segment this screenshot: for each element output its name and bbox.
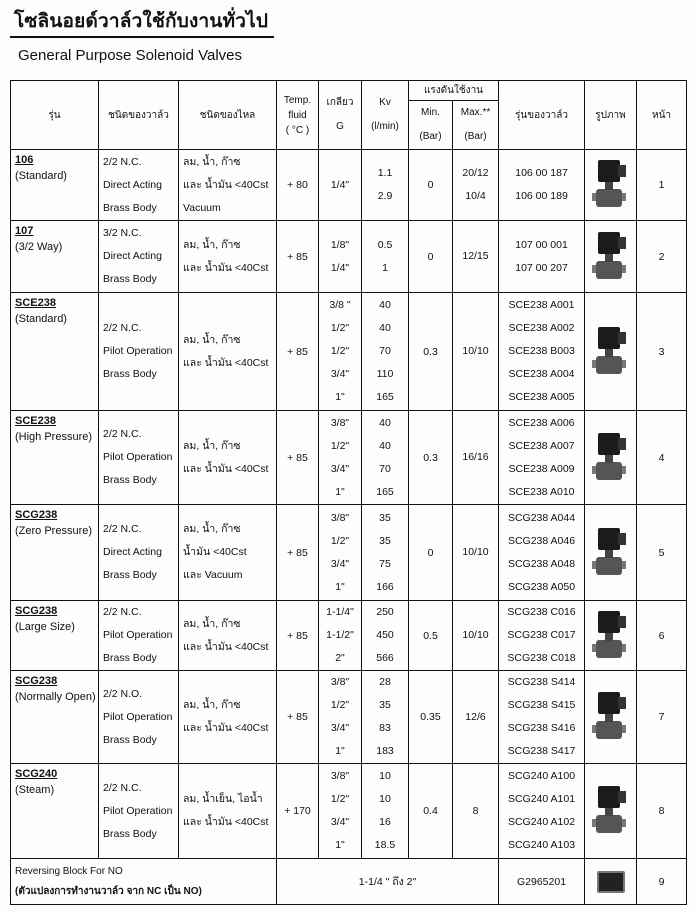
valve-code-cell: [499, 221, 585, 293]
valve-type-cell: [99, 764, 179, 859]
temp-cell: + 85: [277, 601, 319, 671]
cell-line: 3/4": [330, 557, 350, 570]
cell-line: Brass Body: [103, 733, 157, 746]
cell-line: SCE238 A007: [508, 439, 575, 452]
solenoid-valve-icon: [594, 232, 628, 282]
cell-line: SCE238 A004: [508, 368, 575, 380]
page-cell: 4: [637, 411, 687, 505]
kv-cell: [362, 505, 409, 601]
table-row: [11, 601, 687, 671]
cell-line: SCG238 C016: [507, 606, 576, 618]
min-cell: 0: [409, 505, 453, 601]
cell-line: 1": [335, 839, 345, 851]
thread-cell: [319, 411, 362, 505]
cell-line: Pilot Operation: [103, 451, 173, 463]
cell-line: 1: [382, 261, 388, 274]
table-header: [11, 81, 687, 150]
footer-code: G2965201: [499, 859, 585, 905]
fluid-cell: [179, 293, 277, 411]
thread-cell: [319, 601, 362, 671]
header-min: Min. (Bar): [409, 101, 453, 150]
cell-line: 2": [335, 652, 345, 664]
cell-line: Brass Body: [103, 652, 157, 664]
cell-line: 83: [379, 722, 391, 734]
cell-line: 2/2 N.C.: [103, 322, 142, 334]
cell-line: 1.1: [377, 167, 393, 179]
cell-line: SCE238 A010: [508, 485, 575, 498]
temp-cell: + 85: [277, 411, 319, 505]
table-row: [11, 505, 687, 601]
kv-cell: [362, 293, 409, 411]
cell-line: Brass Body: [103, 827, 157, 840]
header-valve-code: รุ่นของวาล์ว: [499, 81, 585, 150]
cell-line: SCG240 A102: [507, 816, 576, 828]
page-cell: 2: [637, 221, 687, 293]
picture-cell: [585, 764, 637, 859]
table-row: [11, 671, 687, 764]
cell-line: 2/2 N.C.: [103, 428, 142, 440]
footer-label: Reversing Block For NO (ตัวแปลงการทำงานวาล์ว จาก NC เป็น NO): [11, 859, 277, 905]
min-cell: 0.3: [409, 411, 453, 505]
cell-line: SCG238 C017: [507, 629, 576, 641]
table-row: [11, 221, 687, 293]
solenoid-valve-icon: [594, 327, 628, 377]
valve-code-cell: [499, 764, 585, 859]
temp-cell: + 80: [277, 150, 319, 221]
valve-type-cell: [99, 671, 179, 764]
table-row: [11, 293, 687, 411]
cell-line: 3/4": [330, 368, 350, 380]
page-cell: 6: [637, 601, 687, 671]
kv-cell: [362, 671, 409, 764]
cell-line: 107 00 001: [515, 238, 568, 251]
cell-line: 1/2": [330, 322, 350, 334]
table-row: [11, 764, 687, 859]
cell-line: และ น้ำมัน <40Cst: [183, 356, 269, 369]
cell-line: 35: [379, 511, 391, 524]
cell-line: 10/10: [462, 546, 489, 558]
cell-line: SCG238 A048: [507, 557, 576, 570]
kv-cell: [362, 150, 409, 221]
header-page: หน้า: [637, 81, 687, 150]
page-cell: 7: [637, 671, 687, 764]
cell-line: 107 00 207: [515, 261, 568, 274]
valve-type-cell: [99, 150, 179, 221]
model-subtitle: (3/2 Way): [15, 241, 63, 253]
valve-code-cell: [499, 505, 585, 601]
cell-line: SCG240 A103: [507, 839, 576, 851]
cell-line: 250: [376, 606, 394, 618]
temp-cell: + 170: [277, 764, 319, 859]
cell-line: และ น้ำมัน <40Cst: [183, 640, 269, 653]
cell-line: Brass Body: [103, 273, 157, 285]
cell-line: 165: [376, 391, 394, 403]
header-max: Max.** (Bar): [453, 101, 499, 150]
min-cell: 0.4: [409, 764, 453, 859]
cell-line: ลม, น้ำ, ก๊าซ: [183, 699, 241, 711]
kv-cell: [362, 764, 409, 859]
cell-line: SCG238 S417: [507, 745, 576, 757]
footer-size: 1-1/4 " ถึง 2": [277, 859, 499, 905]
footer-page: 9: [637, 859, 687, 905]
header-picture: รูปภาพ: [585, 81, 637, 150]
max-cell: [453, 150, 499, 221]
min-cell: 0.5: [409, 601, 453, 671]
cell-line: ลม, น้ำ, ก๊าซ: [183, 617, 241, 630]
page-cell: 1: [637, 150, 687, 221]
cell-line: Direct Acting: [103, 546, 162, 558]
cell-line: 1/2": [330, 345, 350, 357]
temp-cell: + 85: [277, 671, 319, 764]
cell-line: 12/15: [462, 250, 489, 262]
max-cell: [453, 764, 499, 859]
model-cell: [11, 671, 99, 764]
fluid-cell: [179, 411, 277, 505]
header-valve-type: ชนิดของวาล์ว: [99, 81, 179, 150]
cell-line: 40: [379, 416, 391, 429]
cell-line: 165: [376, 485, 394, 498]
cell-line: 1/4": [330, 261, 350, 274]
fluid-cell: [179, 764, 277, 859]
cell-line: และ น้ำมัน <40Cst: [183, 261, 269, 274]
header-kv: Kv (l/min): [362, 81, 409, 150]
model-subtitle: (Zero Pressure): [15, 525, 93, 537]
model-cell: [11, 293, 99, 411]
temp-cell: + 85: [277, 221, 319, 293]
model-name: SCG238: [15, 605, 58, 617]
cell-line: 16/16: [462, 451, 489, 463]
cell-line: Brass Body: [103, 368, 157, 380]
cell-line: SCG240 A100: [507, 770, 576, 782]
model-subtitle: (Normally Open): [15, 691, 96, 703]
cell-line: SCE238 A006: [508, 416, 575, 429]
cell-line: 450: [376, 629, 394, 641]
min-cell: 0: [409, 150, 453, 221]
cell-line: SCG238 S414: [507, 676, 576, 688]
cell-line: และ น้ำมัน <40Cst: [183, 462, 269, 475]
table-row: [11, 411, 687, 505]
cell-line: 1-1/2": [326, 629, 354, 641]
cell-line: 1": [335, 580, 345, 593]
cell-line: 35: [379, 699, 391, 711]
solenoid-valve-icon: [594, 786, 628, 836]
max-cell: [453, 411, 499, 505]
solenoid-valve-icon: [594, 528, 628, 578]
cell-line: Vacuum: [183, 201, 221, 214]
cell-line: SCG238 S415: [507, 699, 576, 711]
cell-line: SCG238 A050: [507, 580, 576, 593]
cell-line: 110: [376, 368, 394, 380]
fluid-cell: [179, 150, 277, 221]
cell-line: 3/8 ": [329, 299, 351, 311]
cell-line: และ น้ำมัน <40Cst: [183, 178, 269, 191]
cell-line: 1/4": [330, 178, 350, 191]
table-row-reversing-block: [11, 859, 687, 905]
min-cell: 0: [409, 221, 453, 293]
cell-line: 40: [379, 322, 391, 334]
cell-line: Direct Acting: [103, 250, 162, 262]
model-subtitle: (Standard): [15, 170, 67, 182]
cell-line: SCG238 A044: [507, 511, 576, 524]
cell-line: 1": [335, 391, 345, 403]
thread-cell: [319, 671, 362, 764]
cell-line: 8: [472, 804, 479, 817]
valve-type-cell: [99, 601, 179, 671]
page-title-english: General Purpose Solenoid Valves: [18, 47, 243, 64]
picture-cell: [585, 221, 637, 293]
cell-line: 0.5: [377, 238, 393, 251]
table-row: [11, 150, 687, 221]
valve-code-cell: [499, 150, 585, 221]
cell-line: 3/8": [330, 770, 350, 782]
min-cell: 0.3: [409, 293, 453, 411]
model-name: 106: [15, 154, 34, 166]
cell-line: 3/4": [330, 816, 350, 828]
model-cell: [11, 601, 99, 671]
title-divider: [10, 36, 274, 38]
valve-type-cell: [99, 293, 179, 411]
cell-line: 2/2 N.C.: [103, 781, 142, 794]
cell-line: 10: [379, 770, 391, 782]
cell-line: 10/10: [462, 345, 489, 357]
thread-cell: [319, 764, 362, 859]
cell-line: 2/2 N.C.: [103, 606, 142, 618]
cell-line: SCG238 A046: [507, 534, 576, 547]
cell-line: 18.5: [374, 839, 396, 851]
cell-line: 1": [335, 485, 345, 498]
cell-line: 166: [376, 580, 394, 593]
cell-line: 3/8": [330, 676, 350, 688]
cell-line: 2/2 N.O.: [103, 687, 143, 700]
thread-cell: [319, 505, 362, 601]
solenoid-valve-table: [10, 80, 687, 905]
model-subtitle: (Steam): [15, 784, 55, 796]
model-cell: [11, 764, 99, 859]
cell-line: SCE238 A009: [508, 462, 575, 475]
cell-line: 1/2": [330, 793, 350, 805]
cell-line: Brass Body: [103, 474, 157, 486]
page-cell: 5: [637, 505, 687, 601]
solenoid-valve-icon: [594, 433, 628, 483]
cell-line: Pilot Operation: [103, 804, 173, 817]
cell-line: 40: [379, 299, 391, 311]
cell-line: 3/8": [330, 511, 350, 524]
valve-type-cell: [99, 505, 179, 601]
cell-line: SCG240 A101: [507, 793, 576, 805]
header-fluid: ชนิดของไหล: [179, 81, 277, 150]
cell-line: 3/4": [330, 722, 350, 734]
cell-line: และ น้ำมัน <40Cst: [183, 722, 269, 734]
picture-cell: [585, 601, 637, 671]
cell-line: Pilot Operation: [103, 345, 173, 357]
cell-line: 2/2 N.C.: [103, 523, 142, 535]
temp-cell: + 85: [277, 505, 319, 601]
cell-line: 3/4": [330, 462, 350, 475]
cell-line: Pilot Operation: [103, 710, 173, 723]
reversing-block-icon: [597, 871, 625, 893]
model-name: SCG238: [15, 509, 58, 521]
page-title-thai: โซลินอยด์วาล์วใช้กับงานทั่วไป: [14, 10, 269, 32]
cell-line: 1/8": [330, 238, 350, 251]
cell-line: Pilot Operation: [103, 629, 173, 641]
max-cell: [453, 671, 499, 764]
cell-line: ลม, น้ำ, ก๊าซ: [183, 523, 241, 535]
model-subtitle: (High Pressure): [15, 431, 93, 443]
model-name: SCE238: [15, 297, 56, 309]
fluid-cell: [179, 601, 277, 671]
model-cell: [11, 221, 99, 293]
cell-line: 566: [376, 652, 394, 664]
cell-line: 1": [335, 745, 345, 757]
cell-line: 106 00 189: [515, 190, 568, 202]
kv-cell: [362, 221, 409, 293]
cell-line: SCE238 A001: [508, 299, 575, 311]
max-cell: [453, 505, 499, 601]
cell-line: ลม, น้ำเย็น, ไอน้ำ: [183, 793, 263, 805]
model-name: SCE238: [15, 415, 56, 427]
model-cell: [11, 150, 99, 221]
solenoid-valve-icon: [594, 611, 628, 661]
page-cell: 8: [637, 764, 687, 859]
picture-cell: [585, 150, 637, 221]
max-cell: [453, 293, 499, 411]
cell-line: 1/2": [330, 534, 350, 547]
picture-cell: [585, 293, 637, 411]
valve-code-cell: [499, 601, 585, 671]
cell-line: ลม, น้ำ, ก๊าซ: [183, 333, 241, 346]
valve-type-cell: [99, 221, 179, 293]
cell-line: 75: [379, 557, 391, 570]
cell-line: 28: [379, 676, 391, 688]
kv-cell: [362, 601, 409, 671]
cell-line: 40: [379, 439, 391, 452]
max-cell: [453, 601, 499, 671]
cell-line: SCG238 C018: [507, 652, 576, 664]
cell-line: 35: [379, 534, 391, 547]
cell-line: และ น้ำมัน <40Cst: [183, 816, 269, 828]
cell-line: 10/10: [462, 629, 489, 641]
cell-line: 3/2 N.C.: [103, 227, 142, 239]
cell-line: SCG238 S416: [507, 722, 576, 734]
picture-cell: [585, 411, 637, 505]
cell-line: 20/12: [462, 167, 489, 179]
fluid-cell: [179, 671, 277, 764]
valve-type-cell: [99, 411, 179, 505]
cell-line: SCE238 A005: [508, 391, 575, 403]
cell-line: 3/8": [330, 416, 350, 429]
max-cell: [453, 221, 499, 293]
cell-line: SCE238 A002: [508, 322, 575, 334]
cell-line: 16: [379, 816, 391, 828]
cell-line: 70: [379, 345, 391, 357]
cell-line: 12/6: [465, 710, 486, 723]
header-thread: เกลียว G: [319, 81, 362, 150]
cell-line: Brass Body: [103, 569, 157, 581]
valve-code-cell: [499, 671, 585, 764]
picture-cell: [585, 671, 637, 764]
model-subtitle: (Standard): [15, 313, 67, 325]
cell-line: Brass Body: [103, 201, 157, 214]
valve-code-cell: [499, 293, 585, 411]
model-cell: [11, 505, 99, 601]
cell-line: ลม, น้ำ, ก๊าซ: [183, 155, 241, 168]
header-pressure: แรงดันใช้งาน: [409, 81, 499, 101]
page-cell: 3: [637, 293, 687, 411]
cell-line: 2.9: [377, 190, 393, 202]
thread-cell: [319, 221, 362, 293]
cell-line: 1/2": [330, 699, 350, 711]
cell-line: 1-1/4": [326, 606, 354, 618]
cell-line: Direct Acting: [103, 178, 162, 191]
kv-cell: [362, 411, 409, 505]
fluid-cell: [179, 221, 277, 293]
min-cell: 0.35: [409, 671, 453, 764]
fluid-cell: [179, 505, 277, 601]
temp-cell: + 85: [277, 293, 319, 411]
cell-line: 183: [376, 745, 394, 757]
model-subtitle: (Large Size): [15, 621, 75, 633]
cell-line: 1/2": [330, 439, 350, 452]
solenoid-valve-icon: [594, 692, 628, 742]
cell-line: 106 00 187: [515, 167, 568, 179]
cell-line: 10/4: [465, 190, 486, 202]
cell-line: และ Vacuum: [183, 569, 243, 581]
header-model: รุ่น: [11, 81, 99, 150]
cell-line: 2/2 N.C.: [103, 155, 142, 168]
thread-cell: [319, 150, 362, 221]
model-name: SCG238: [15, 675, 58, 687]
cell-line: ลม, น้ำ, ก๊าซ: [183, 238, 241, 251]
model-name: SCG240: [15, 768, 58, 780]
cell-line: ลม, น้ำ, ก๊าซ: [183, 439, 241, 452]
thread-cell: [319, 293, 362, 411]
model-name: 107: [15, 225, 34, 237]
valve-code-cell: [499, 411, 585, 505]
cell-line: 10: [379, 793, 391, 805]
solenoid-valve-icon: [594, 160, 628, 210]
footer-picture: [585, 859, 637, 905]
picture-cell: [585, 505, 637, 601]
model-cell: [11, 411, 99, 505]
cell-line: 70: [379, 462, 391, 475]
cell-line: น้ำมัน <40Cst: [183, 546, 247, 558]
cell-line: SCE238 B003: [508, 345, 575, 357]
header-temp: Temp. fluid ( °C ): [277, 81, 319, 150]
